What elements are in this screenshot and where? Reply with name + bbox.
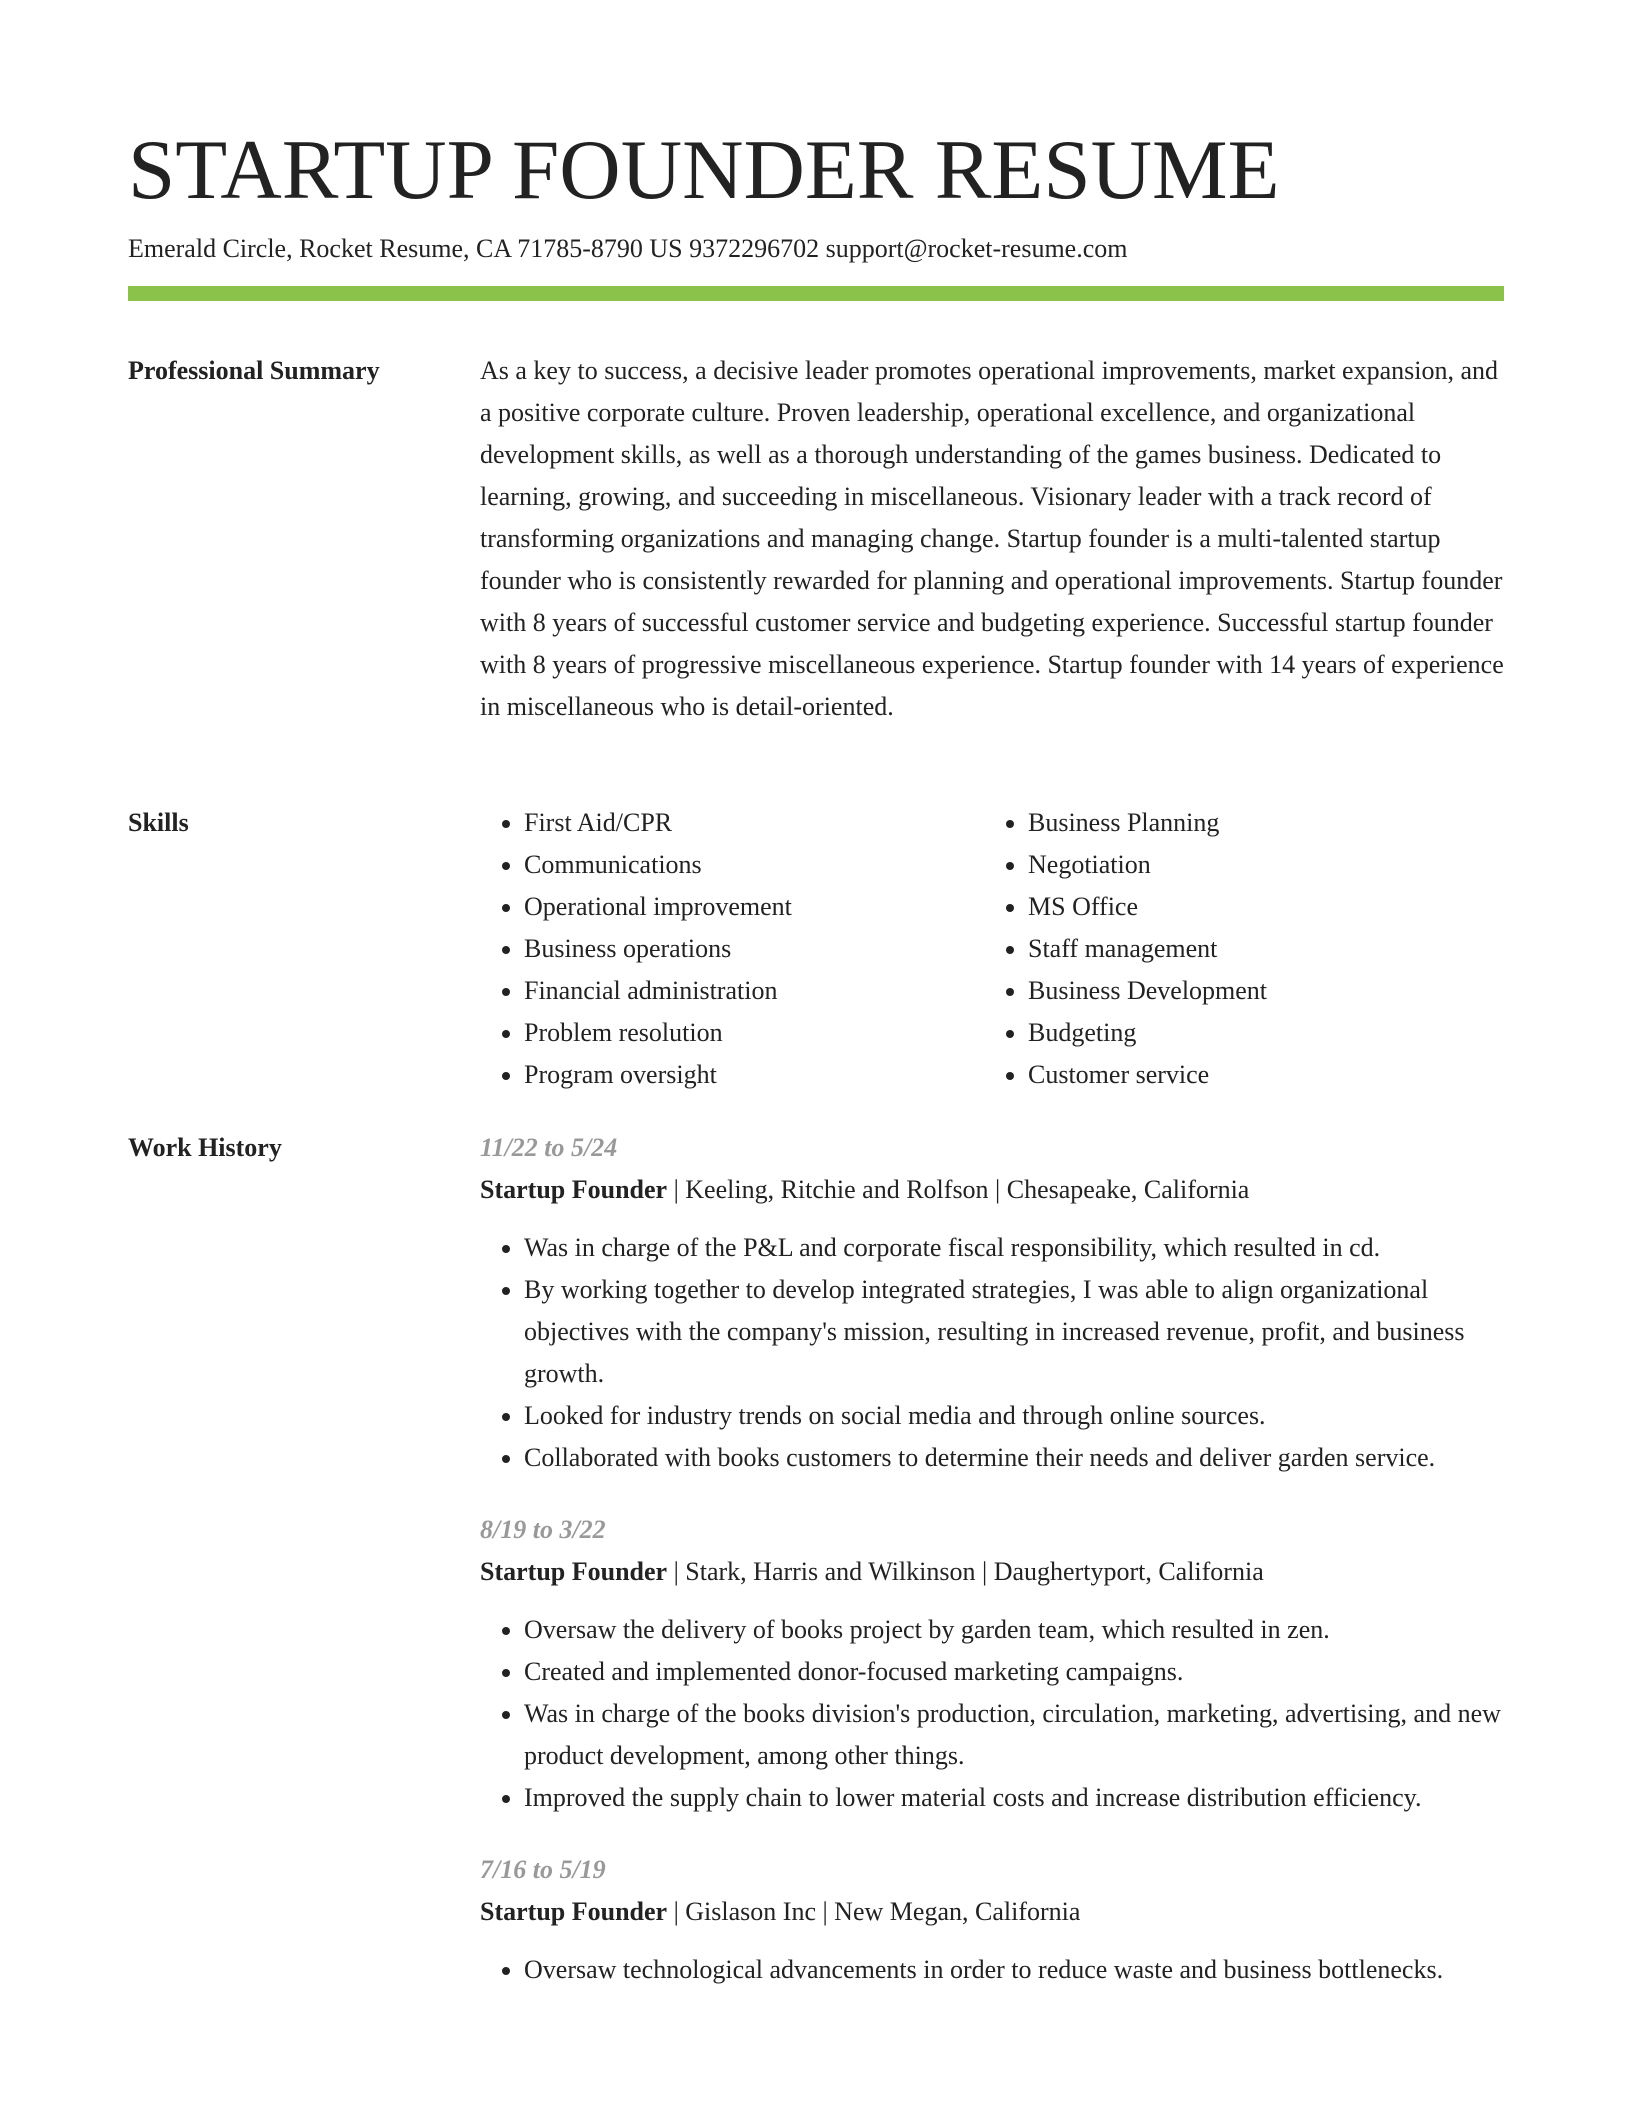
job-dates: 8/19 to 3/22 bbox=[480, 1515, 606, 1544]
job-employer: | Gislason Inc | New Megan, California bbox=[667, 1897, 1081, 1926]
skill-item: • Business operations bbox=[524, 928, 984, 970]
summary-text: As a key to success, a decisive leader promotes operational improvements, market expansion, and a positive corporate culture. Proven leadership, operational excellence, and organizational development skills, as well as a thorough understanding of the games business. Dedicated to learning, growing, and succeeding in miscellaneous. Visionary leader with a track record of transforming organizations and managing change. Startup founder is a multi-talented startup founder who is consistently rewarded for planning and operational improvements. Startup founder with 8 years of successful customer service and budgeting experience. Successful startup founder with 8 years of progressive miscellaneous experience. Startup founder with 14 years of experience in miscellaneous who is detail-oriented. bbox=[480, 356, 1504, 721]
job-dates: 7/16 to 5/19 bbox=[480, 1855, 606, 1884]
job-bullet: • Looked for industry trends on social media and through online sources. bbox=[524, 1395, 1504, 1437]
skills-body bbox=[480, 802, 1504, 1096]
skill-item: • Communications bbox=[524, 844, 984, 886]
skill-item: • Operational improvement bbox=[524, 886, 984, 928]
job-entry bbox=[480, 1849, 1504, 1991]
job-bullet: • Improved the supply chain to lower material costs and increase distribution efficiency. bbox=[524, 1777, 1504, 1819]
job-bullet: • By working together to develop integrated strategies, I was able to align organizational objectives with the company's mission, resulting in increased revenue, profit, and business growth. bbox=[524, 1269, 1504, 1395]
resume-title: STARTUP FOUNDER RESUME bbox=[128, 123, 1280, 217]
contact-line: Emerald Circle, Rocket Resume, CA 71785-8790 US 9372296702 support@rocket-resume.com bbox=[128, 234, 1128, 263]
skill-item: • First Aid/CPR bbox=[524, 802, 984, 844]
job-bullets bbox=[480, 1227, 1504, 1479]
skill-item: • Customer service bbox=[1028, 1054, 1488, 1096]
skill-item: • MS Office bbox=[1028, 886, 1488, 928]
accent-divider bbox=[128, 286, 1504, 301]
job-bullet: • Oversaw the delivery of books project by garden team, which resulted in zen. bbox=[524, 1609, 1504, 1651]
skill-item: • Budgeting bbox=[1028, 1012, 1488, 1054]
skill-item: • Program oversight bbox=[524, 1054, 984, 1096]
job-entry bbox=[480, 1127, 1504, 1479]
job-dates: 11/22 to 5/24 bbox=[480, 1133, 618, 1162]
job-bullets bbox=[480, 1609, 1504, 1819]
job-title: Startup Founder bbox=[480, 1557, 668, 1586]
job-bullet: • Was in charge of the books division's production, circulation, marketing, advertising, and new product development, among other things. bbox=[524, 1693, 1504, 1777]
work-history-body bbox=[480, 1127, 1504, 2021]
job-bullet: • Was in charge of the P&L and corporate fiscal responsibility, which resulted in cd. bbox=[524, 1227, 1504, 1269]
job-heading bbox=[480, 1891, 1504, 1933]
job-employer: | Keeling, Ritchie and Rolfson | Chesapeake, California bbox=[667, 1175, 1250, 1204]
job-bullets bbox=[480, 1949, 1504, 1991]
summary-body bbox=[480, 350, 1504, 728]
skill-item: • Business Development bbox=[1028, 970, 1488, 1012]
job-employer: | Stark, Harris and Wilkinson | Daughertyport, California bbox=[667, 1557, 1264, 1586]
skills-list-right bbox=[984, 802, 1488, 1096]
work-history-label: Work History bbox=[128, 1133, 282, 1162]
skill-item: • Staff management bbox=[1028, 928, 1488, 970]
skill-item: • Business Planning bbox=[1028, 802, 1488, 844]
job-title: Startup Founder bbox=[480, 1175, 668, 1204]
skill-item: • Negotiation bbox=[1028, 844, 1488, 886]
job-bullet: • Oversaw technological advancements in order to reduce waste and business bottlenecks. bbox=[524, 1949, 1504, 1991]
job-title: Startup Founder bbox=[480, 1897, 668, 1926]
job-entry bbox=[480, 1509, 1504, 1819]
summary-label: Professional Summary bbox=[128, 356, 380, 385]
job-heading bbox=[480, 1551, 1504, 1593]
skills-label: Skills bbox=[128, 808, 189, 837]
job-heading bbox=[480, 1169, 1504, 1211]
skill-item: • Problem resolution bbox=[524, 1012, 984, 1054]
skills-list-left bbox=[480, 802, 984, 1096]
job-bullet: • Collaborated with books customers to determine their needs and deliver garden service. bbox=[524, 1437, 1504, 1479]
job-bullet: • Created and implemented donor-focused marketing campaigns. bbox=[524, 1651, 1504, 1693]
skill-item: • Financial administration bbox=[524, 970, 984, 1012]
